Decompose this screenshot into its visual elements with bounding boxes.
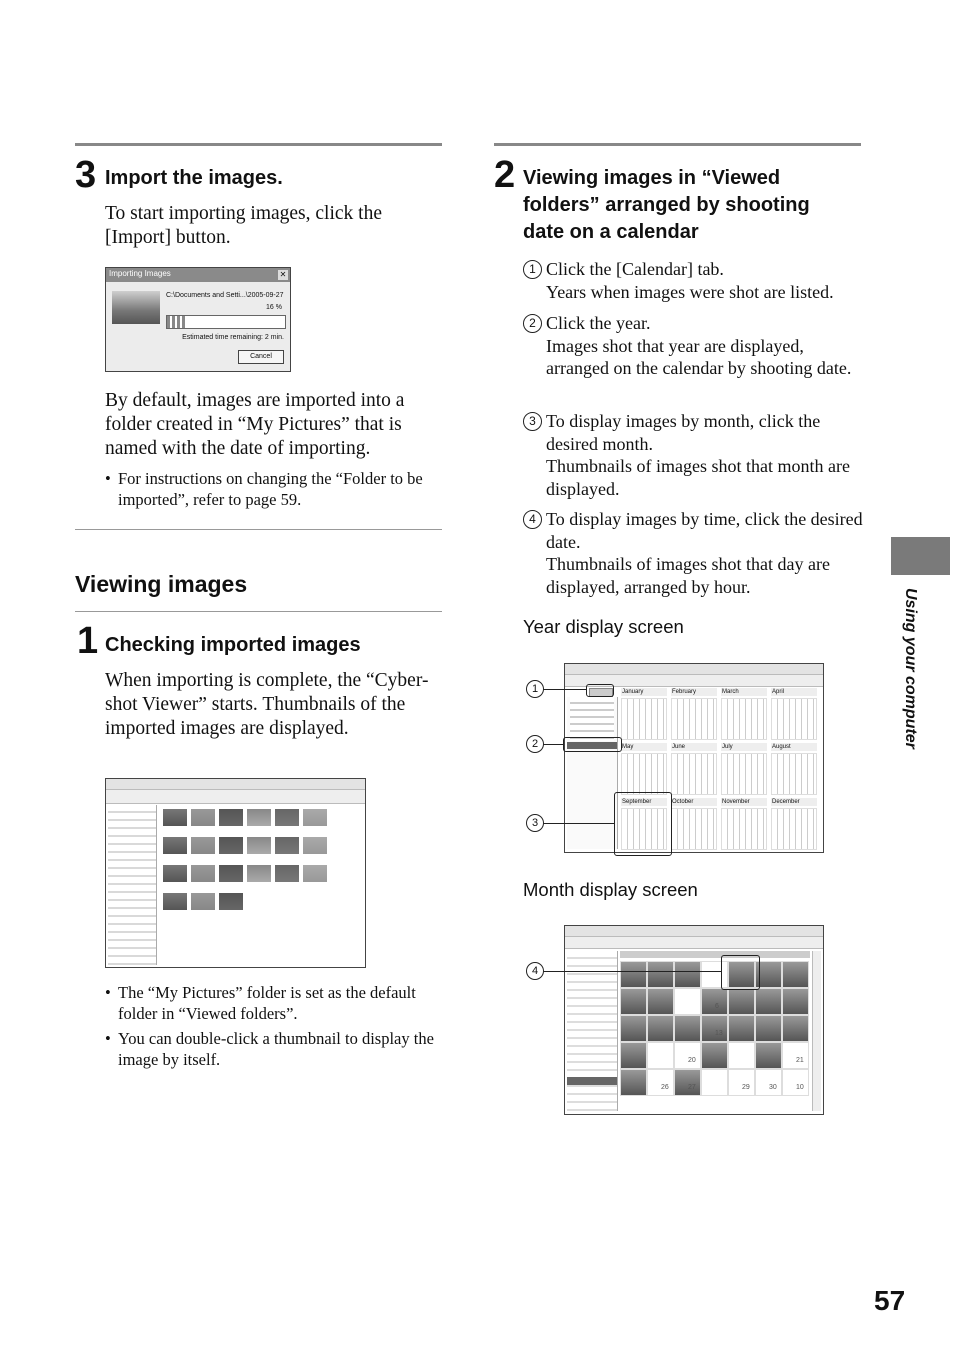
section-divider <box>75 529 442 530</box>
day-cell[interactable] <box>728 1069 755 1096</box>
year-list-pane <box>567 697 618 849</box>
item-text: To display images by time, click the desired date. <box>546 509 863 552</box>
day-cell[interactable] <box>755 988 782 1015</box>
day-cell[interactable] <box>674 1069 701 1096</box>
section-title: Viewing images <box>75 571 248 597</box>
day-grid <box>771 808 817 850</box>
list-item <box>523 508 868 598</box>
item-subtext: Thumbnails of images shot that month are displayed. <box>546 456 850 499</box>
callout-line <box>543 689 587 690</box>
day-grid <box>721 698 767 740</box>
day-cell[interactable] <box>674 1015 701 1042</box>
viewer-menubar <box>106 779 365 790</box>
day-cell[interactable] <box>701 1015 728 1042</box>
day-number: 10 <box>796 1084 804 1091</box>
day-grid <box>671 698 717 740</box>
thumbnail[interactable] <box>219 865 243 882</box>
step-marker: 1 <box>523 260 542 279</box>
top-rule-left <box>75 143 442 146</box>
item-subtext: Years when images were shot are listed. <box>546 281 834 302</box>
month-cell[interactable] <box>771 798 817 850</box>
month-cell[interactable] <box>671 743 717 795</box>
day-cell[interactable] <box>674 988 701 1015</box>
month-label: January <box>621 688 667 696</box>
day-number: 6 <box>715 1003 719 1010</box>
viewer-menubar <box>565 926 823 937</box>
day-number: 29 <box>742 1084 750 1091</box>
day-cell[interactable] <box>728 1042 755 1069</box>
import-path: C:\Documents and Setti...\2005-09-27 <box>166 292 284 299</box>
note: • The “My Pictures” folder is set as the default folder in “Viewed folders”. <box>105 982 438 1024</box>
thumbnail[interactable] <box>191 893 215 910</box>
import-image-thumbnail <box>112 291 160 324</box>
thumbnail[interactable] <box>163 837 187 854</box>
day-grid <box>721 753 767 795</box>
day-cell[interactable] <box>620 1042 647 1069</box>
month-cell[interactable] <box>671 688 717 740</box>
viewer-screenshot <box>105 778 366 968</box>
day-number: 21 <box>796 1057 804 1064</box>
day-number: 20 <box>688 1057 696 1064</box>
month-label: March <box>721 688 767 696</box>
thumbnail[interactable] <box>247 809 271 826</box>
thumbnail[interactable] <box>219 809 243 826</box>
viewer-toolbar <box>565 937 823 949</box>
thumbnail[interactable] <box>219 837 243 854</box>
cancel-button[interactable]: Cancel <box>238 350 284 364</box>
day-number: 27 <box>688 1084 696 1091</box>
day-cell[interactable] <box>647 1069 674 1096</box>
month-label: April <box>771 688 817 696</box>
scrollbar[interactable] <box>812 951 821 1111</box>
list-item <box>523 312 868 380</box>
list-item <box>523 258 868 303</box>
selected-folder[interactable] <box>567 1077 617 1085</box>
thumbnail[interactable] <box>303 809 327 826</box>
day-cell[interactable] <box>647 961 674 988</box>
thumbnail[interactable] <box>247 865 271 882</box>
day-number: 13 <box>715 1030 723 1037</box>
callout-highlight <box>614 792 672 856</box>
top-rule-right <box>494 143 861 146</box>
day-cell[interactable] <box>647 1042 674 1069</box>
step-heading: Checking imported images <box>105 634 361 656</box>
callout-line <box>543 744 563 745</box>
callout-marker: 2 <box>526 735 544 753</box>
close-icon: ✕ <box>279 270 287 279</box>
month-label: July <box>721 743 767 751</box>
callout-highlight <box>563 737 622 752</box>
callout-line <box>543 971 721 972</box>
step-marker: 4 <box>523 510 542 529</box>
step-number: 1 <box>77 620 99 662</box>
callout-line <box>543 823 614 824</box>
month-label: May <box>621 743 667 751</box>
folder-tree-pane <box>108 805 157 965</box>
viewer-toolbar <box>106 790 365 804</box>
time-remaining: Estimated time remaining: 2 min. <box>182 334 284 341</box>
side-label <box>899 588 923 758</box>
paragraph: To start importing images, click the [Import] button. <box>105 203 382 248</box>
day-cell[interactable] <box>674 961 701 988</box>
thumbnail[interactable] <box>191 837 215 854</box>
day-grid <box>771 753 817 795</box>
thumbnail[interactable] <box>191 865 215 882</box>
section-title-rule <box>75 611 442 612</box>
note: • For instructions on changing the “Folder to be imported”, refer to page 59. <box>105 468 443 510</box>
day-grid <box>721 808 767 850</box>
thumbnail[interactable] <box>303 865 327 882</box>
thumbnail[interactable] <box>275 865 299 882</box>
dialog-title: Importing Images <box>109 269 171 278</box>
day-cell[interactable] <box>782 961 809 988</box>
month-label: February <box>671 688 717 696</box>
day-cell[interactable] <box>782 1015 809 1042</box>
step-marker: 2 <box>523 314 542 333</box>
folder-tree-pane <box>567 951 618 1111</box>
step-marker: 3 <box>523 412 542 431</box>
month-cell[interactable] <box>721 798 767 850</box>
day-cell[interactable] <box>701 1069 728 1096</box>
thumbnail[interactable] <box>275 809 299 826</box>
day-cell[interactable] <box>620 961 647 988</box>
month-cell[interactable] <box>771 688 817 740</box>
day-grid <box>621 698 667 740</box>
month-cell[interactable] <box>671 798 717 850</box>
thumbnail[interactable] <box>163 865 187 882</box>
day-cell[interactable] <box>647 988 674 1015</box>
thumbnail[interactable] <box>163 893 187 910</box>
callout-marker: 1 <box>526 680 544 698</box>
thumbnail[interactable] <box>275 837 299 854</box>
paragraph: By default, images are imported into a folder created in “My Pictures” that is named with the date of importing. <box>105 390 405 459</box>
month-cell[interactable] <box>721 688 767 740</box>
day-grid <box>671 753 717 795</box>
page-number: 57 <box>874 1285 906 1316</box>
import-percent: 16 % <box>266 304 282 311</box>
day-cell[interactable] <box>755 1069 782 1096</box>
item-subtext: Thumbnails of images shot that day are displayed, arranged by hour. <box>546 554 830 597</box>
month-label: November <box>721 798 767 806</box>
day-cell[interactable] <box>620 988 647 1015</box>
side-label-text: Using your computer <box>902 588 919 749</box>
callout-highlight <box>586 684 614 697</box>
progress-fill <box>167 316 186 328</box>
thumbnail[interactable] <box>163 809 187 826</box>
day-number: 30 <box>769 1084 777 1091</box>
day-cell[interactable] <box>701 988 728 1015</box>
month-label: December <box>771 798 817 806</box>
month-label: September <box>621 798 667 806</box>
step-heading: Import the images. <box>105 167 283 189</box>
thumbnail[interactable] <box>219 893 243 910</box>
month-cell[interactable] <box>621 688 667 740</box>
day-grid <box>771 698 817 740</box>
note: • You can double-click a thumbnail to display the image by itself. <box>105 1028 453 1070</box>
day-cell[interactable] <box>701 1042 728 1069</box>
weekday-header <box>620 951 810 958</box>
day-cell[interactable] <box>755 1042 782 1069</box>
step-number: 3 <box>75 154 97 196</box>
callout-marker: 3 <box>526 814 544 832</box>
month-cell[interactable] <box>721 743 767 795</box>
figure-caption: Year display screen <box>523 616 684 637</box>
item-text: To display images by month, click the desired month. <box>546 411 821 454</box>
day-cell[interactable] <box>782 1042 809 1069</box>
callout-marker: 4 <box>526 962 544 980</box>
thumbnail[interactable] <box>247 837 271 854</box>
thumbnail[interactable] <box>191 809 215 826</box>
step-heading: Viewing images in “Viewed folders” arranged by shooting date on a calendar <box>523 167 810 243</box>
day-grid <box>671 808 717 850</box>
progress-bar <box>166 315 286 329</box>
item-text: Click the [Calendar] tab. <box>546 259 724 279</box>
item-subtext: Images shot that year are displayed, arranged on the calendar by shooting date. <box>546 335 852 378</box>
month-label: June <box>671 743 717 751</box>
import-dialog-screenshot <box>105 267 291 372</box>
list-item <box>523 410 868 500</box>
paragraph: When importing is complete, the “Cyber-shot Viewer” starts. Thumbnails of the imported images are displayed. <box>105 670 429 739</box>
day-cell[interactable] <box>782 1069 809 1096</box>
step-number: 2 <box>494 154 516 196</box>
day-cell[interactable] <box>755 1015 782 1042</box>
section-tab <box>891 537 950 575</box>
day-cell[interactable] <box>728 1015 755 1042</box>
callout-highlight <box>721 955 760 990</box>
item-text: Click the year. <box>546 313 651 333</box>
month-label: August <box>771 743 817 751</box>
day-number: 26 <box>661 1084 669 1091</box>
month-display-screenshot <box>564 925 824 1115</box>
day-cell[interactable] <box>728 988 755 1015</box>
viewer-menubar <box>565 664 823 675</box>
year-list-rows <box>570 697 614 741</box>
day-cell[interactable] <box>674 1042 701 1069</box>
day-cell[interactable] <box>782 988 809 1015</box>
month-calendar <box>620 951 810 1111</box>
thumbnail[interactable] <box>303 837 327 854</box>
day-cell[interactable] <box>647 1015 674 1042</box>
month-label: October <box>671 798 717 806</box>
day-grid <box>621 753 667 795</box>
day-cell[interactable] <box>620 1069 647 1096</box>
month-cell[interactable] <box>621 743 667 795</box>
figure-caption: Month display screen <box>523 879 698 900</box>
month-cell[interactable] <box>771 743 817 795</box>
day-cell[interactable] <box>620 1015 647 1042</box>
thumbnail-grid <box>163 809 363 939</box>
